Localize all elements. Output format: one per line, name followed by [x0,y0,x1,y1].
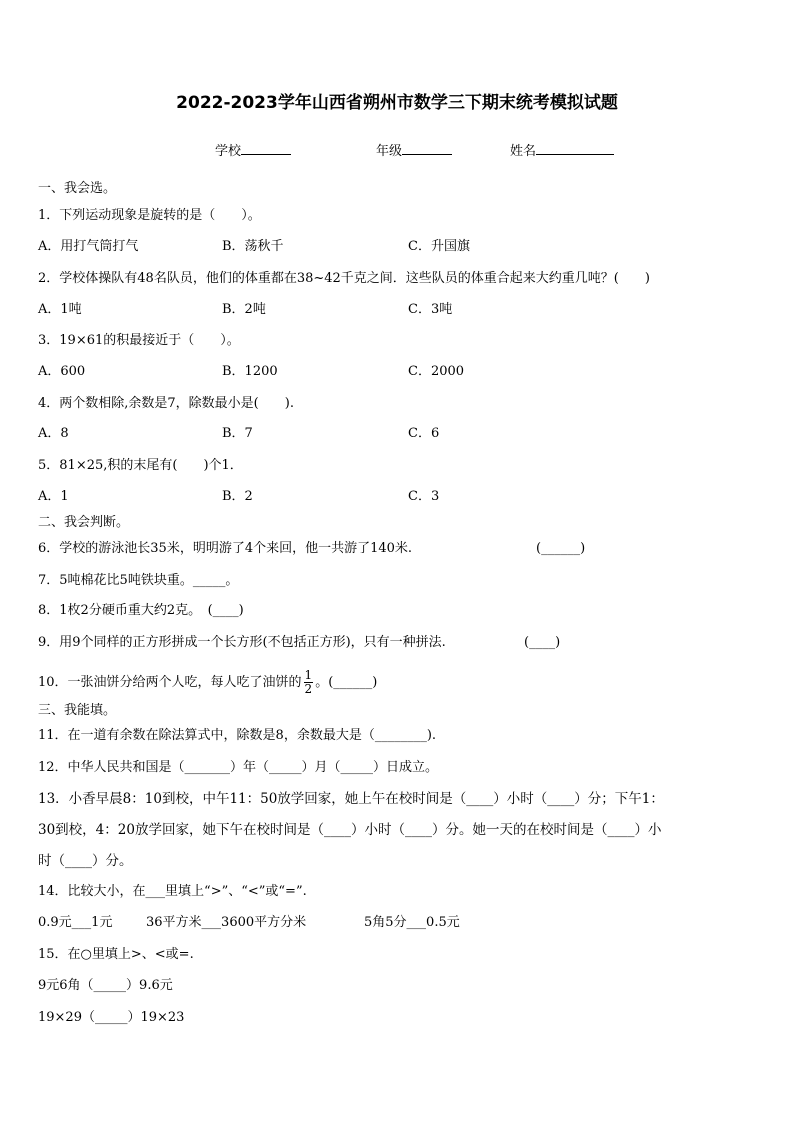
q14-item-b: 36平方米___3600平方分米 [146,915,307,930]
q9-answer-paren[interactable]: (____) [524,635,561,650]
q15-item-b: 19×29（_____）19×23 [38,1010,185,1025]
q10-answer: 。(______) [315,675,378,690]
q5-option-b: B．2 [222,489,253,504]
fraction-numerator: 1 [304,668,313,682]
q5-option-a: A．1 [38,489,69,504]
question-4: 4．两个数相除,余数是7，除数最小是( ). [38,396,294,411]
grade-label: 年级 [376,144,403,159]
question-13-line-2: 30到校，4：20放学回家，她下午在校时间是（____）小时（____）分。她一天的在校时间是（____）小 [38,822,662,838]
page-title: 2022-2023学年山西省朔州市数学三下期末统考模拟试题 [176,93,618,113]
section-3-heading: 三、我能填。 [38,703,117,718]
q1-option-b: B．荡秋千 [222,239,284,254]
question-2: 2．学校体操队有48名队员，他们的体重都在38~42千克之间．这些队员的体重合起来大约重几吨？( ) [38,271,650,286]
q2-option-a: A．1吨 [38,302,82,317]
question-9: 9．用9个同样的正方形拼成一个长方形(不包括正方形)，只有一种拼法. [38,635,446,650]
name-blank[interactable] [536,142,614,155]
question-6: 6．学校的游泳池长35米，明明游了4个来回，他一共游了140米. [38,541,413,556]
question-12: 12．中华人民共和国是（_______）年（_____）月（_____）日成立。 [38,760,439,775]
q6-answer-paren[interactable]: (______) [536,541,586,556]
question-13-line-3: 时（____）分。 [38,853,133,869]
question-3: 3．19×61的积最接近于（ ）。 [38,333,240,348]
q2-option-c: C．3吨 [408,302,453,317]
section-1-heading: 一、我会选。 [38,181,117,196]
q5-option-c: C．3 [408,489,440,504]
q3-option-c: C．2000 [408,364,465,379]
school-label: 学校 [215,144,242,159]
q1-option-a: A．用打气筒打气 [38,239,139,254]
question-13-line-1: 13．小香早晨8：10到校，中午11：50放学回家，她上午在校时间是（____）小时（____）分；下午1： [38,791,664,807]
q14-item-c: 5角5分___0.5元 [364,915,460,930]
q10-text: 10．一张油饼分给两个人吃，每人吃了油饼的 [38,675,302,690]
question-10 [38,669,377,696]
question-14: 14．比较大小，在___里填上“>”、“<”或“=”. [38,884,307,899]
q3-option-b: B．1200 [222,364,278,379]
q4-option-a: A．8 [38,426,69,441]
name-label: 姓名 [510,144,537,159]
section-2-heading: 二、我会判断。 [38,515,130,530]
grade-blank[interactable] [402,142,452,155]
q3-option-a: A．600 [38,364,86,379]
q4-option-b: B．7 [222,426,253,441]
question-8: 8．1枚2分硬币重大约2克。 (____) [38,603,244,618]
name-field [510,140,614,159]
q15-item-a: 9元6角（_____）9.6元 [38,978,173,993]
fraction-one-half [304,669,314,696]
q2-option-b: B．2吨 [222,302,266,317]
question-15: 15．在○里填上>、<或=. [38,947,194,962]
question-7: 7．5吨棉花比5吨铁块重。_____。 [38,573,239,588]
q14-item-a: 0.9元___1元 [38,915,113,930]
q1-option-c: C．升国旗 [408,239,470,254]
fraction-denominator: 2 [304,682,313,696]
school-blank[interactable] [241,142,291,155]
school-field [215,140,291,159]
q4-option-c: C．6 [408,426,440,441]
question-5: 5．81×25,积的末尾有( )个1． [38,458,243,473]
question-11: 11．在一道有余数在除法算式中，除数是8，余数最大是（________). [38,728,437,743]
grade-field [376,140,452,159]
question-1: 1．下列运动现象是旋转的是（ ）。 [38,208,261,223]
